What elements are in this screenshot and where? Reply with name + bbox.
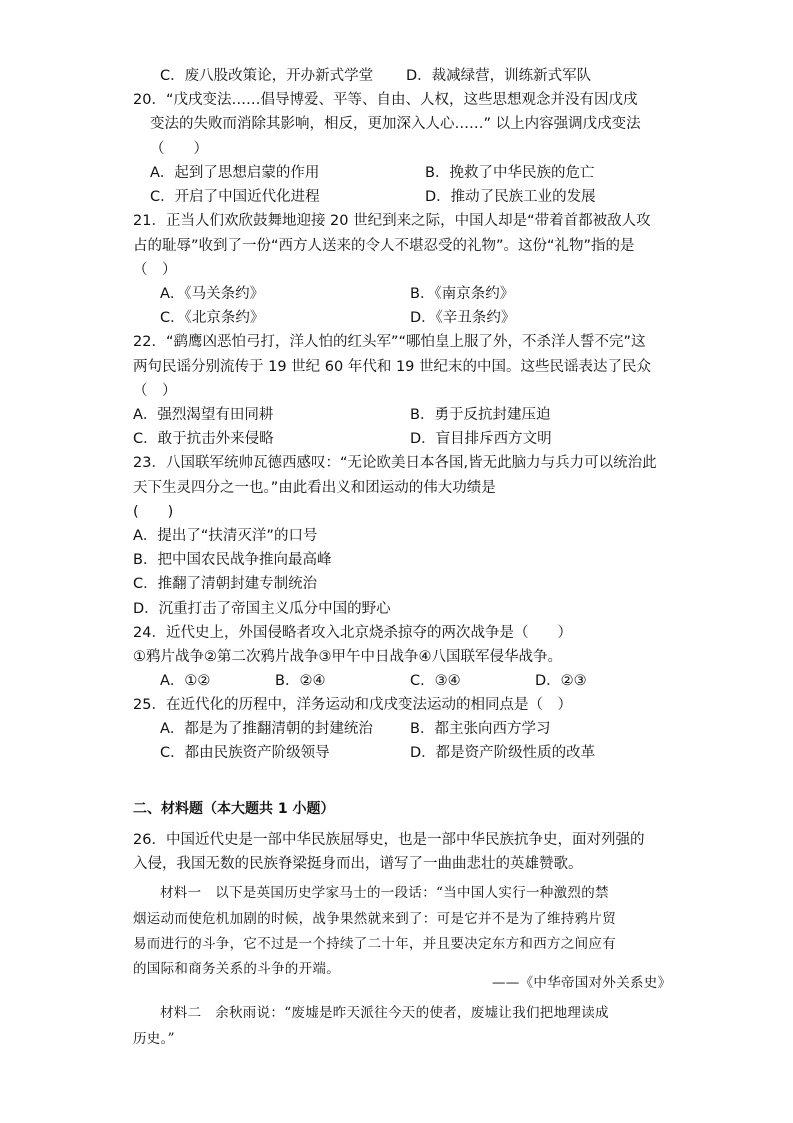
q22-stem-line1: 22．“鹞鹰凶恶怕弓打，洋人怕的红头军”“哪怕皇上服了外，不杀洋人誓不完”这 [133,334,646,350]
q24-option-c: C．③④ [410,673,461,689]
q26-stem-line2: 入侵，我国无数的民族脊梁挺身而出，谱写了一曲曲悲壮的英雄赞歌。 [133,856,583,872]
q25-option-d: D．都是资产阶级性质的改革 [410,745,596,761]
q21-answer-paren: （ ） [133,262,177,278]
q23-option-b: B．把中国农民战争推向最高峰 [133,552,332,568]
q21-stem-line2: 占的耻辱”收到了一份“西方人送来的令人不堪忍受的礼物”。这份“礼物”指的是 [133,238,635,254]
material2-line2: 历史。” [133,1031,175,1047]
q23-option-d: D．沉重打击了帝国主义瓜分中国的野心 [133,601,391,617]
q24-stem-line1: 24．近代史上，外国侵略者攻入北京烧杀掠夺的两次战争是（ ） [133,625,572,641]
q22-option-a: A．强烈渴望有田同耕 [133,407,274,423]
q25-option-c: C．都由民族资产阶级领导 [160,745,330,761]
q21-option-c: C．《北京条约》 [160,310,265,326]
q20-option-a: A．起到了思想启蒙的作用 [150,165,320,181]
q20-stem-line1: 20．“戊戌变法……倡导博爱、平等、自由、人权，这些思想观念并没有因戊戌 [133,92,638,108]
q23-stem-line2: 天下生灵四分之一也。”由此看出义和团运动的伟大功绩是 [133,480,496,496]
q21-option-b: B．《南京条约》 [410,286,515,302]
q23-stem-line1: 23．八国联军统帅瓦德西感叹：“无论欧美日本各国,皆无此脑力与兵力可以统治此 [133,455,657,471]
q25-option-a: A．都是为了推翻清朝的封建统治 [160,721,373,737]
q24-option-d: D．②③ [535,673,587,689]
q23-option-c: C．推翻了清朝封建专制统治 [133,576,318,592]
q22-option-d: D．盲目排斥西方文明 [410,431,552,447]
q21-option-d: D．《辛丑条约》 [410,310,516,326]
q21-option-a: A．《马关条约》 [160,286,265,302]
section-heading: 二、材料题（本大题共 1 小题） [133,801,335,817]
q24-option-b: B．②④ [275,673,326,689]
q19-option-d: D．裁减绿营，训练新式军队 [406,68,592,84]
q20-stem-line2: 变法的失败而消除其影响，相反，更加深入人心……” 以上内容强调戊戌变法 [150,116,641,132]
material1-line2: 烟运动而使危机加剧的时候，战争果然就来到了：可是它并不是为了维持鸦片贸 [133,911,616,927]
q26-stem-line1: 26．中国近代史是一部中华民族屈辱史，也是一部中华民族抗争史，面对列强的 [133,832,645,848]
material1-line4: 的国际和商务关系的斗争的开端。 [133,961,340,977]
q20-option-b: B．挽救了中华民族的危亡 [425,165,595,181]
q21-stem-line1: 21．正当人们欢欣鼓舞地迎接 20 世纪到来之际，中国人却是“带着首都被敌人攻 [133,213,651,229]
q20-option-c: C．开启了中国近代化进程 [150,189,320,205]
q25-option-b: B．都主张向西方学习 [410,721,551,737]
q23-answer-paren: ( ) [133,504,174,520]
q20-option-d: D．推动了民族工业的发展 [425,189,596,205]
q19-option-c: C．废八股改策论，开办新式学堂 [160,68,374,84]
material1-source: ——《中华帝国对外关系史》 [492,975,672,991]
q22-answer-paren: （ ） [133,383,177,399]
q24-option-a: A．①② [160,673,211,689]
q23-option-a: A．提出了“扶清灭洋”的口号 [133,528,318,544]
material1-line3: 易而进行的斗争，它不过是一个持续了二十年，并且要决定东方和西方之间应有 [133,936,616,952]
q25-stem-line1: 25．在近代化的历程中，洋务运动和戊戌变法运动的相同点是（ ） [133,697,572,713]
material2-line1: 材料二 余秋雨说：“废墟是昨天派往今天的使者，废墟让我们把地理读成 [160,1005,609,1021]
material1-line1: 材料一 以下是英国历史学家马士的一段话：“当中国人实行一种激烈的禁 [160,885,609,901]
q20-answer-paren: （ ） [150,141,208,157]
q24-stem-line2: ①鸦片战争②第二次鸦片战争③甲午中日战争④八国联军侵华战争。 [133,649,562,665]
q22-option-b: B．勇于反抗封建压迫 [410,407,551,423]
q22-option-c: C．敢于抗击外来侵略 [133,431,274,447]
q22-stem-line2: 两句民谣分别流传于 19 世纪 60 年代和 19 世纪末的中国。这些民谣表达了民众 [133,359,652,375]
